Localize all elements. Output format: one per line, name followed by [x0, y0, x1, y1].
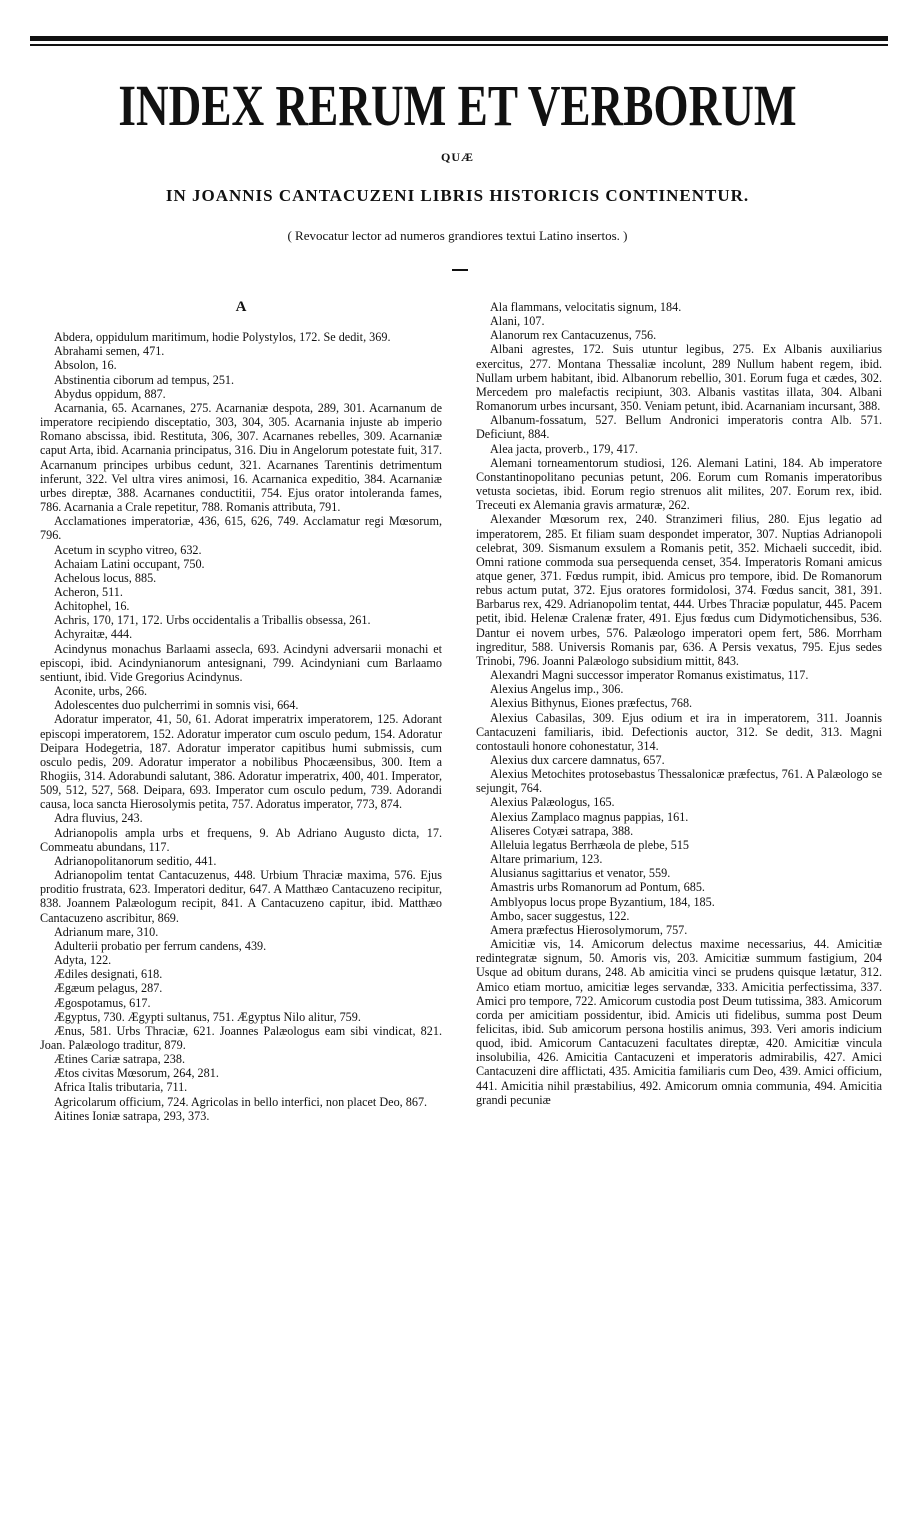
index-entry: Acindynus monachus Barlaami assecla, 693. Acindyni adversarii monachi et episcopi, ibid. Acindynianorum antesignani, 799. Acindyniani cum Barlaamo sentiunt, ibid. Vide Gregorius Acindynus.	[40, 641, 442, 684]
index-entry: Alexandri Magni successor imperator Romanus existimatus, 117.	[490, 668, 809, 683]
index-entry: Adrianum mare, 310.	[54, 924, 159, 939]
page-subtitle: IN JOANNIS CANTACUZENI LIBRIS HISTORICIS CONTINENTUR.	[165, 186, 750, 205]
index-entry: Ægyptus, 730. Ægypti sultanus, 751. Ægyptus Nilo alitur, 759.	[54, 1009, 361, 1024]
index-entry: Adrianopolitanorum seditio, 441.	[54, 853, 217, 868]
index-entry: Acetum in scypho vitreo, 632.	[54, 542, 202, 557]
index-entry: Absolon, 16.	[54, 358, 117, 373]
index-entry: Adolescentes duo pulcherrimi in somnis visi, 664.	[54, 698, 299, 713]
reader-note: ( Revocatur lector ad numeros grandiores textui Latino insertos. )	[287, 228, 628, 243]
index-entry: Adoratur imperator, 41, 50, 61. Adorat imperatrix imperatorem, 125. Adorant episcopi imperatorem, 152. Adoratur imperator cum osculo pedum, 154. Adoratur Deipara Hodegetria, 187. Adoratur imperator capitibus humi submissis, cum osculo pedis, 209. Adoratur imperator a nobilibus Phocæensibus, 300. Item a Rhogiis, 314. Adorabundi salutant, 386. Adoratur imperatrix, 400, 401. Imperator, 509, 512, 527, 568. Deipara, 693. Imperator cum osculo pedum, 739. Adorandi causa, loca sancta Hierosolymis petita, 757. Adoratus imperator, 773, 874.	[40, 712, 442, 812]
index-entry: Ædiles designati, 618.	[54, 967, 163, 982]
index-entry: Abrahami semen, 471.	[54, 344, 165, 359]
index-entry: Ætos civitas Mœsorum, 264, 281.	[54, 1066, 219, 1081]
top-rule-thin	[30, 44, 888, 46]
index-entry: Adrianopolim tentat Cantacuzenus, 448. Urbium Thraciæ maxima, 576. Ejus proditio frustrata, 623. Imperatori deditur, 647. A Matthæo Cantacuzeno recipitur, 838. Joannem Palæologum recipit, 841. A Cantacuzeno capitur, ibid. Matthæo Cantacuzeno ascribitur, 869.	[40, 868, 442, 925]
index-entry: Alemani torneamentorum studiosi, 126. Alemani Latini, 184. Ab imperatore Constantinopolitano pecunias petunt, 206. Eorum cum Romanis imperatoribus vetusta societas, ibid. Eorum regio strenuos alit milites, 207. Eorum rex, ibid. Treceuti ex Alemania gravis armaturæ, 262.	[476, 455, 882, 513]
index-entry: Achyraitæ, 444.	[54, 627, 133, 642]
index-entry: Amera præfectus Hierosolymorum, 757.	[490, 922, 688, 937]
index-entry: Adra fluvius, 243.	[54, 811, 143, 826]
index-entry: Adrianopolis ampla urbs et frequens, 9. Ab Adriano Augusto dicta, 17. Commeatu abundans, 117.	[40, 825, 442, 854]
index-entry: Aliseres Cotyæi satrapa, 388.	[490, 823, 634, 838]
index-entry: Alea jacta, proverb., 179, 417.	[490, 441, 638, 456]
index-entry: Abdera, oppidulum maritimum, hodie Polystylos, 172. Se dedit, 369.	[54, 330, 391, 345]
index-entry: Acheron, 511.	[54, 584, 123, 599]
index-entry: Alusianus sagittarius et venator, 559.	[490, 866, 671, 881]
index-entry: Adyta, 122.	[54, 953, 112, 968]
index-entry: Amicitiæ vis, 14. Amicorum delectus maxime necessarius, 44. Amicitiæ redintegratæ signum, 50. Amoris vis, 203. Amicitiæ summum fastigium, 204 Usque ad obitum durans, 248. Ab amicitia vinci se prudens quisque lætatur, 312. Amico etiam mortuo, amicitiæ leges servandæ, 333. Amicitia perfectissima, 337. Amici pro tempore, 722. Amicorum custodia post Deum tutissima, 383. Amicorum corda per amicitiam possidentur, ibid. Amicis uti fidelibus, summa post Deum felicitas, ibid. Sub amicorum persona hostilis animus, 393. Veri amoris indicium quod, ibid. Amicorum Cantacuzeni facultates direptæ, 420. Amicitiæ vincula insolubilia, 426. Amicitia Cantacuzeni et imperatoris admirabilis, 427. Amici Cantacuzeni dire afflictati, 435. Amicitia familiaris cum Deo, 439. Amici officium, 441. Amicitia nihil præstabilius, 492. Amicorum omnia communia, 494. Amicitia grandi pecuniæ	[476, 937, 882, 1107]
index-entry: Albani agrestes, 172. Suis utuntur legibus, 275. Ex Albanis auxiliarius exercitus, 277. Montana Thessaliæ incolunt, 289 Nullum habent regem, ibid. Nullam urbem habitant, ibid. Albanorum rebellio, 301. Eorum fuga et cædes, 302. Mercedem pro malefactis recipiunt, 303. Albanis vastitas illata, 304. Albani Romanorum urbes incursant, 350. Veniam petunt, ibid. Acarnaniam incursant, 388.	[476, 342, 882, 414]
index-entry: Abstinentia ciborum ad tempus, 251.	[54, 372, 235, 387]
top-rule-thick	[30, 36, 888, 41]
index-entry: Ænus, 581. Urbs Thraciæ, 621. Joannes Palæologus eam sibi vindicat, 821. Joan. Palæologo traditur, 879.	[40, 1023, 442, 1052]
index-entry: Ægæum pelagus, 287.	[54, 981, 163, 996]
index-entry: Achaiam Latini occupant, 750.	[54, 556, 205, 571]
index-entry: Ætines Cariæ satrapa, 238.	[54, 1052, 185, 1067]
index-entry: Agricolarum officium, 724. Agricolas in bello interfici, non placet Deo, 867.	[54, 1094, 428, 1109]
index-entry: Alani, 107.	[490, 314, 545, 329]
index-entry: Aitines Ioniæ satrapa, 293, 373.	[54, 1108, 210, 1123]
quae-line: QUÆ	[441, 150, 474, 164]
index-entry: Alexius Cabasilas, 309. Ejus odium et ira in imperatorem, 311. Joannis Cantacuzeni familiaris, ibid. Defectionis auctor, 312. Se dedit, 313. Magni contostauli honore cohonestatur, 314.	[476, 710, 882, 753]
index-entry: Ægospotamus, 617.	[54, 995, 151, 1010]
index-entry: Ala flammans, velocitatis signum, 184.	[490, 300, 682, 314]
index-entry: Alexius Zamplaco magnus pappias, 161.	[490, 809, 689, 824]
index-entry: Alexius Metochites protosebastus Thessalonicæ præfectus, 761. A Palæologo se sejungit, 764.	[476, 767, 882, 796]
index-entry: Acclamationes imperatoriæ, 436, 615, 626, 749. Acclamatur regi Mœsorum, 796.	[40, 514, 442, 543]
index-entry: Alexius Palæologus, 165.	[490, 795, 615, 810]
right-entries	[476, 300, 882, 1107]
separator-dash	[452, 269, 468, 271]
index-entry: Ambo, sacer suggestus, 122.	[490, 908, 630, 923]
index-entry: Adulterii probatio per ferrum candens, 439.	[54, 938, 267, 953]
left-entries	[40, 330, 442, 1123]
section-letter: A	[235, 299, 247, 315]
page-title: INDEX RERUM ET VERBORUM	[118, 73, 797, 138]
index-entry: Amblyopus locus prope Byzantium, 184, 185.	[490, 894, 715, 909]
index-entry: Alanorum rex Cantacuzenus, 756.	[490, 328, 657, 343]
index-entry: Acarnania, 65. Acarnanes, 275. Acarnaniæ despota, 289, 301. Acarnanum de imperatore recipiendo disceptatio, 303, 304, 305. Acarnania injuste ab imperio Romano abscissa, ibid. Restituta, 306, 307. Acarnanes rebelles, 309. Acarnaniæ caput Arta, ibid. Acarnania principatus, 316. Diu in Angelorum potestate fuit, 317. Acarnanum principes urbibus cedunt, 321. Acarnanes Tarentinis detrimentum inferunt, 322. Vel ultra vires animosi, 16. Acarnanica expeditio, 384. Acarnaniæ urbes direptæ, 388. Acarnanes conductitii, 754. Ejus orator intoleranda fames, 786. Acarnania a Crale repetitur, 788. Romanis attributa, 791.	[40, 400, 442, 515]
index-entry: Alexius Angelus imp., 306.	[490, 682, 624, 697]
index-entry: Achitophel, 16.	[54, 599, 130, 614]
index-entry: Alleluia legatus Berrhæola de plebe, 515	[490, 837, 690, 852]
index-entry: Albanum-fossatum, 527. Bellum Andronici imperatoris contra Alb. 571. Deficiunt, 884.	[476, 413, 882, 442]
index-entry: Achelous locus, 885.	[54, 570, 157, 585]
left-column	[40, 300, 442, 1123]
index-entry: Achris, 170, 171, 172. Urbs occidentalis a Triballis obsessa, 261.	[54, 613, 371, 628]
index-entry: Alexius dux carcere damnatus, 657.	[490, 753, 665, 767]
index-entry: Aconite, urbs, 266.	[54, 684, 148, 699]
index-entry: Abydus oppidum, 887.	[54, 386, 166, 401]
index-entry: Africa Italis tributaria, 711.	[54, 1080, 188, 1095]
right-column	[476, 300, 882, 1107]
index-entry: Altare primarium, 123.	[490, 852, 603, 867]
index-entry: Amastris urbs Romanorum ad Pontum, 685.	[490, 880, 705, 895]
index-entry: Alexander Mœsorum rex, 240. Stranzimeri filius, 280. Ejus legatio ad imperatorem, 285. Et filiam suam despondet imperator, 307. Nuptias Adrianopoli celebrat, 309. Sismanum exsulem a Romanis petit, 352. Michaeli succedit, ibid. Omni ratione commoda sua persequenda censet, 354. Imperatoris Romani amicus atque gener, 371. Fœdus rumpit, ibid. Amicus pro tempore, ibid. De Romanorum rebus actum putat, 372. Ejus oratores formidolosi, 374. Fœdus sancit, 381, 391. Barbarus rex, 429. Adrianopolim tentat, 444. Urbes Thraciæ populatur, 445. Pacem petit, ibid. Helenæ Cralenæ frater, 491. Ejus fœdus cum Didymotichensibus, 536. Dantur ei novem urbes, 576. Palæologo imperatori opem fert, 586. Morrham ingreditur, 588. Universis Romanis par, 636. A Persis vexatus, 795. Ejus sedes Trinobi, 796. Joanni Palæologo subsidium mittit, 843.	[476, 512, 882, 668]
index-entry: Alexius Bithynus, Eiones præfectus, 768.	[490, 696, 693, 711]
